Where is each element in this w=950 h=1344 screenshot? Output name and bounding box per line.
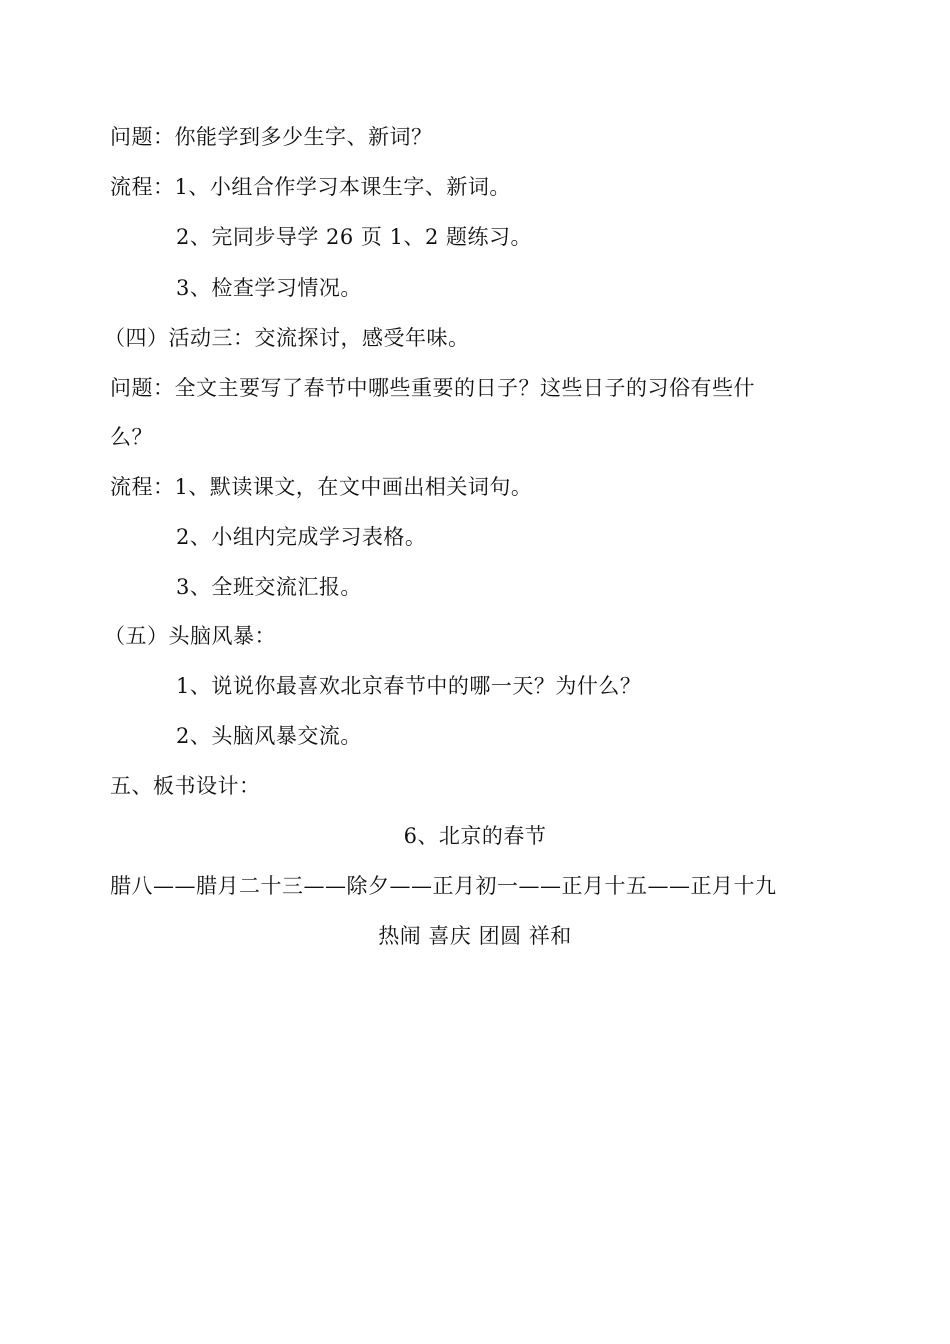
brainstorm-step-2: 2、头脑风暴交流。	[176, 724, 362, 748]
process-2-step-1: 流程：1、默读课文，在文中画出相关词句。	[110, 475, 533, 499]
board-title: 6、北京的春节	[403, 824, 547, 848]
process-1-step-2: 2、完同步导学 26 页 1、2 题练习。	[176, 225, 533, 249]
question-2-continued: 么？	[110, 425, 153, 449]
board-keywords: 热闹 喜庆 团圆 祥和	[378, 924, 572, 948]
process-2-step-2: 2、小组内完成学习表格。	[176, 525, 427, 549]
question-2: 问题：全文主要写了春节中哪些重要的日子？这些日子的习俗有些什	[110, 376, 755, 400]
section-5-heading: （五）头脑风暴：	[104, 624, 276, 648]
process-1-step-1: 流程：1、小组合作学习本课生字、新词。	[110, 175, 511, 199]
section-4-heading: （四）活动三：交流探讨，感受年味。	[104, 326, 470, 350]
process-2-step-3: 3、全班交流汇报。	[176, 575, 362, 599]
board-design-heading: 五、板书设计：	[110, 774, 261, 798]
process-1-step-3: 3、检查学习情况。	[176, 276, 362, 300]
brainstorm-step-1: 1、说说你最喜欢北京春节中的哪一天？为什么？	[176, 674, 642, 698]
question-1: 问题：你能学到多少生字、新词？	[110, 125, 433, 149]
board-timeline: 腊八——腊月二十三——除夕——正月初一——正月十五——正月十九	[110, 874, 777, 898]
